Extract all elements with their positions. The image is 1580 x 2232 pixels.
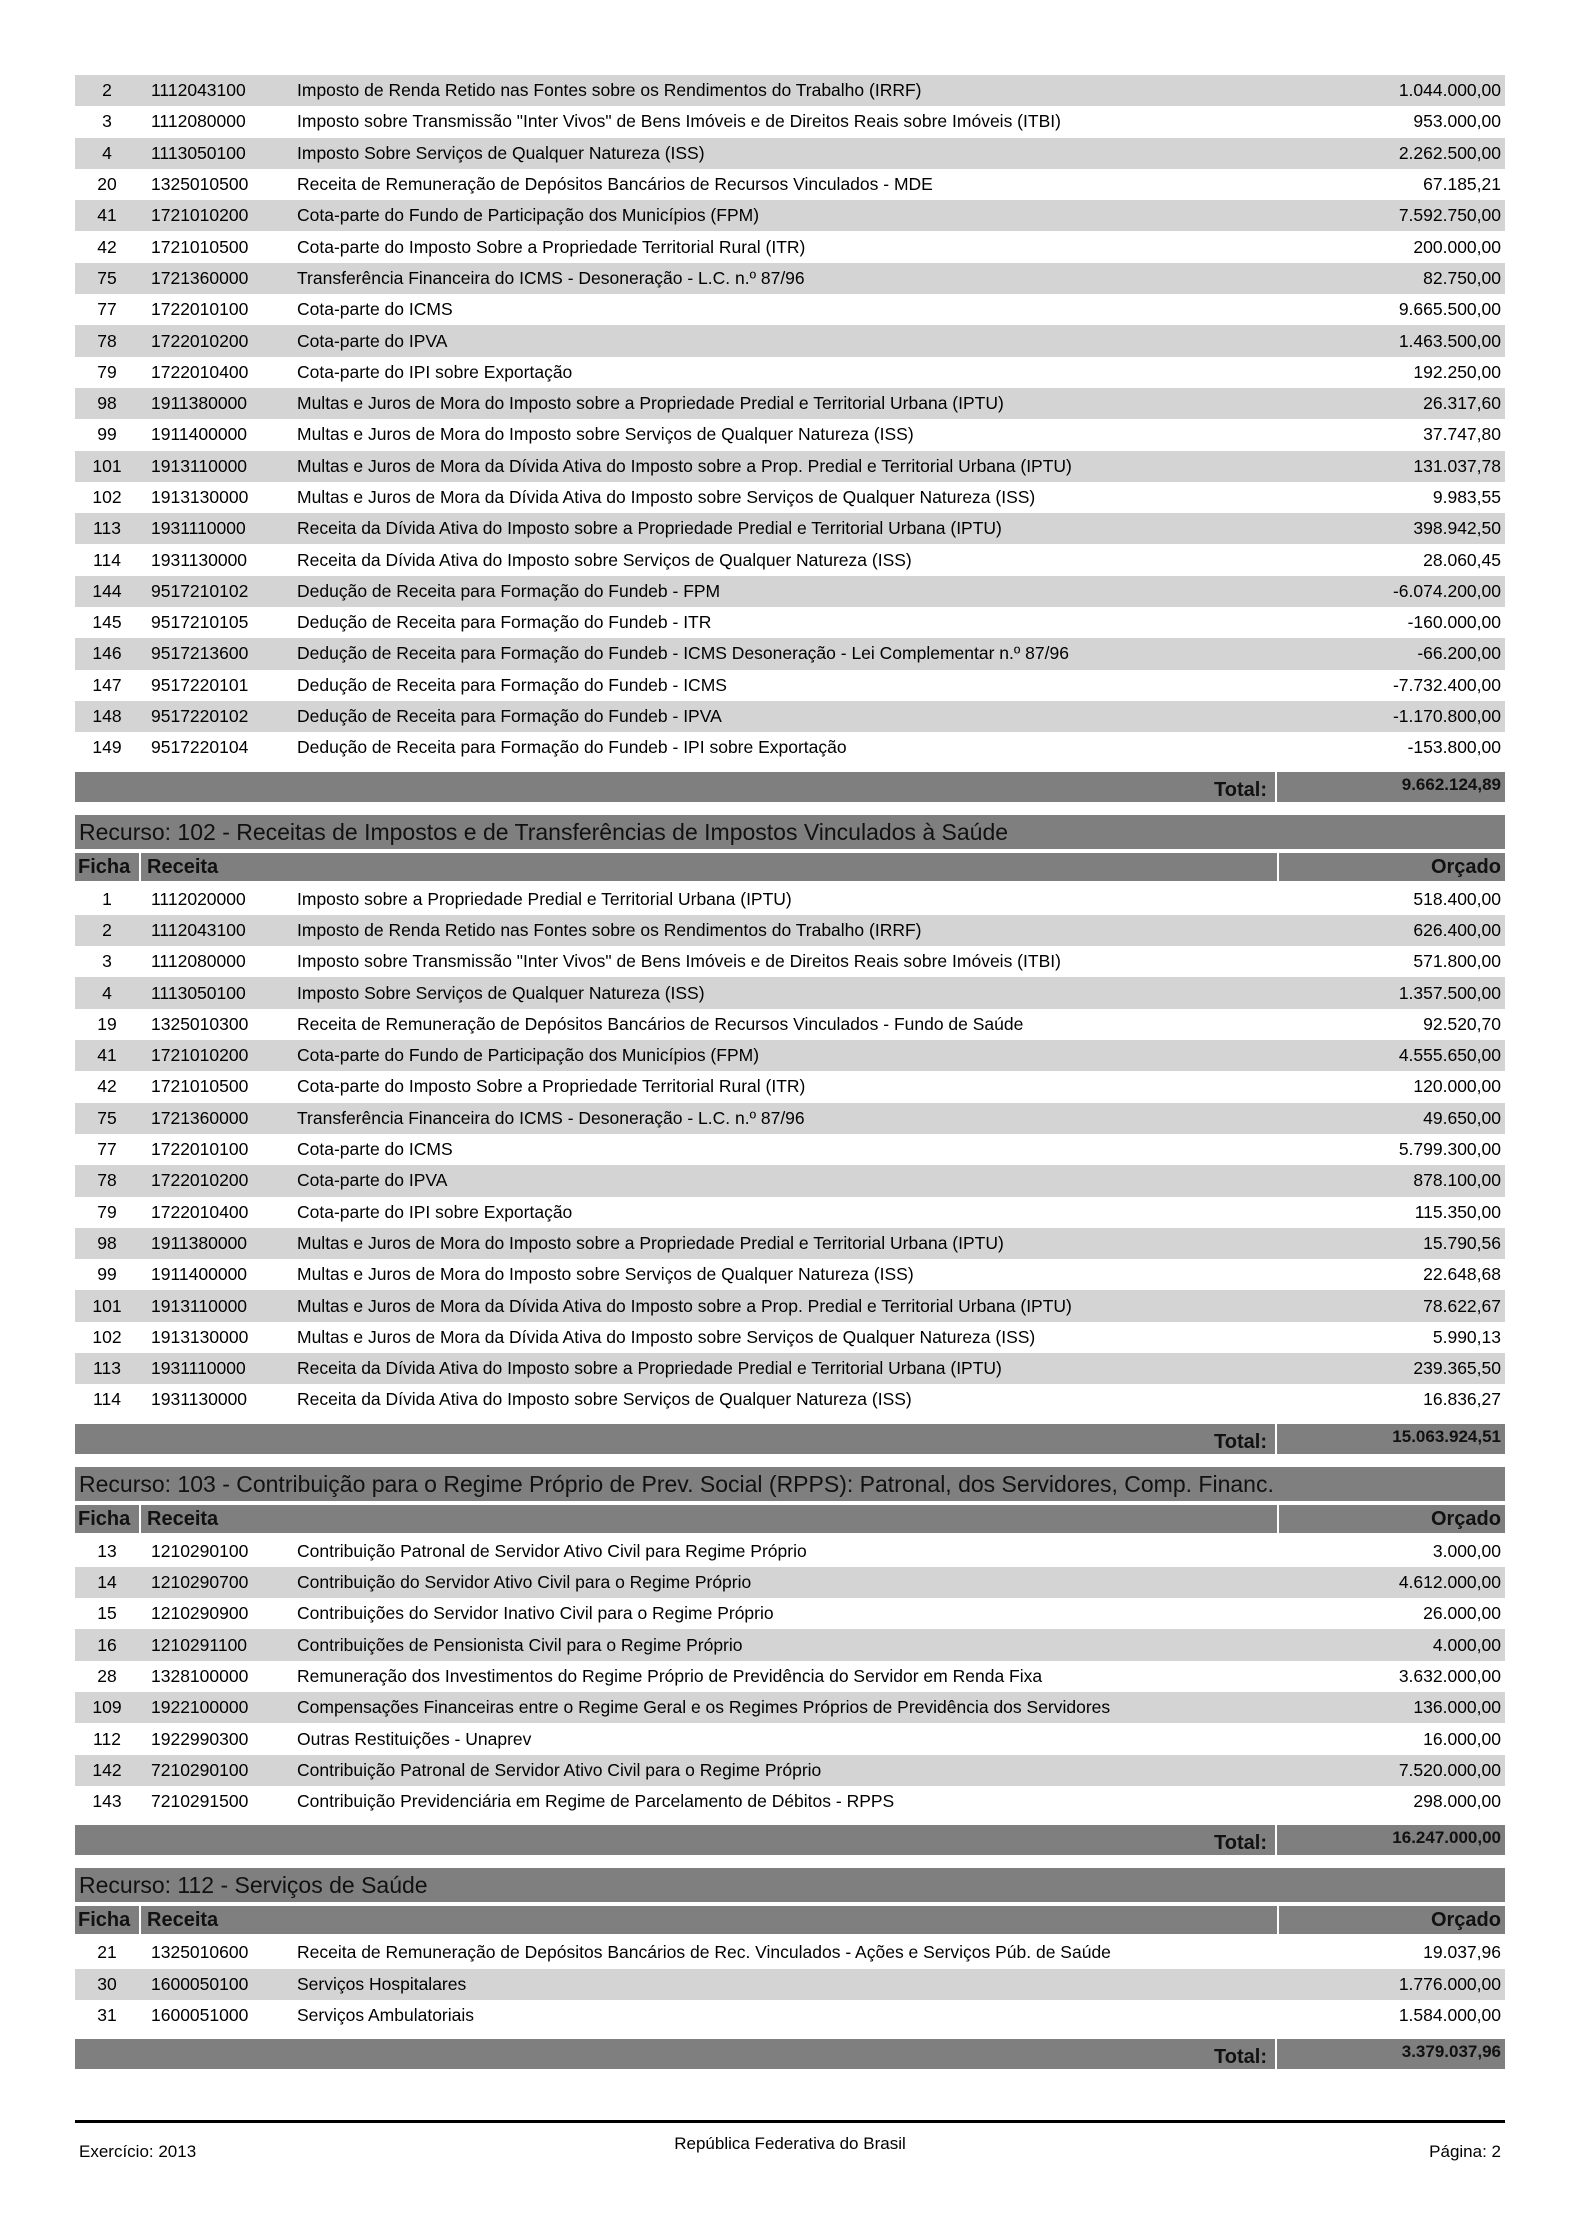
orcado-value-cell: 22.648,68	[1423, 1264, 1501, 1285]
table-row	[75, 1629, 1505, 1660]
ficha-cell: 4	[102, 982, 112, 1003]
recurso-section	[75, 815, 1505, 1454]
orcado-value-cell: 15.790,56	[1423, 1232, 1501, 1253]
table-row	[75, 357, 1505, 388]
receita-description-cell: Imposto sobre Transmissão "Inter Vivos" de Bens Imóveis e de Direitos Reais sobre Imóveis (ITBI)	[297, 951, 1061, 972]
ficha-cell: 75	[97, 1107, 117, 1128]
fiscal-year-label: Exercício: 2013	[79, 2142, 197, 2161]
column-header-orcado: Orçado	[1277, 853, 1505, 881]
page-footer	[75, 2120, 1505, 2161]
table-row	[75, 638, 1505, 669]
receita-code-cell: 1722010400	[151, 361, 249, 382]
receita-code-cell: 1210290900	[151, 1603, 249, 1624]
receita-code-cell: 1210290700	[151, 1572, 249, 1593]
receita-description-cell: Dedução de Receita para Formação do Fundeb - ICMS	[297, 674, 727, 695]
orcado-value-cell: 92.520,70	[1423, 1013, 1501, 1034]
ficha-cell: 3	[102, 951, 112, 972]
table-row	[75, 1567, 1505, 1598]
receita-description-cell: Receita da Dívida Ativa do Imposto sobre a Propriedade Predial e Territorial Urbana (IPTU)	[297, 1358, 1002, 1379]
orcado-value-cell: 136.000,00	[1413, 1697, 1501, 1718]
table-row	[75, 1259, 1505, 1290]
orcado-value-cell: 49.650,00	[1423, 1107, 1501, 1128]
receita-description-cell: Contribuição do Servidor Ativo Civil para o Regime Próprio	[297, 1572, 752, 1593]
receita-code-cell: 1722010100	[151, 1139, 249, 1160]
column-header-ficha: Ficha	[75, 1906, 141, 1934]
receita-description-cell: Cota-parte do IPVA	[297, 330, 448, 351]
receita-code-cell: 9517213600	[151, 643, 249, 664]
recurso-section	[75, 1467, 1505, 1856]
table-row	[75, 1755, 1505, 1786]
ficha-cell: 113	[93, 1358, 121, 1379]
receita-description-cell: Cota-parte do IPI sobre Exportação	[297, 361, 573, 382]
receita-description-cell: Multas e Juros de Mora do Imposto sobre a Propriedade Predial e Territorial Urbana (IPTU)	[297, 1232, 1004, 1253]
table-row	[75, 200, 1505, 231]
table-row	[75, 1134, 1505, 1165]
column-header-ficha: Ficha	[75, 853, 141, 881]
column-header-row	[75, 1505, 1505, 1533]
receita-description-cell: Multas e Juros de Mora do Imposto sobre Serviços de Qualquer Natureza (ISS)	[297, 424, 914, 445]
receita-code-cell: 1210291100	[151, 1634, 248, 1655]
receita-description-cell: Dedução de Receita para Formação do Fundeb - IPVA	[297, 706, 722, 727]
ficha-cell: 75	[97, 267, 117, 288]
orcado-value-cell: 4.555.650,00	[1398, 1045, 1501, 1066]
column-header-ficha: Ficha	[75, 1505, 141, 1533]
receita-description-cell: Cota-parte do Fundo de Participação dos Municípios (FPM)	[297, 205, 760, 226]
receita-code-cell: 1113050100	[151, 142, 246, 163]
receita-description-cell: Receita de Remuneração de Depósitos Bancários de Recursos Vinculados - Fundo de Saúde	[297, 1013, 1024, 1034]
table-row	[75, 977, 1505, 1008]
ficha-cell: 77	[97, 299, 117, 320]
receita-description-cell: Multas e Juros de Mora da Dívida Ativa do Imposto sobre a Prop. Predial e Territorial Urbana (IPTU)	[297, 455, 1072, 476]
ficha-cell: 142	[92, 1759, 122, 1780]
table-row	[75, 106, 1505, 137]
column-header-orcado: Orçado	[1277, 1906, 1505, 1934]
section-total-row	[75, 1825, 1505, 1855]
orcado-value-cell: 2.262.500,00	[1398, 142, 1501, 163]
orcado-value-cell: 571.800,00	[1413, 951, 1501, 972]
orcado-value-cell: 953.000,00	[1413, 111, 1501, 132]
table-row	[75, 1071, 1505, 1102]
receita-code-cell: 1325010600	[151, 1942, 249, 1963]
receita-code-cell: 1113050100	[151, 982, 246, 1003]
recurso-section	[75, 75, 1505, 802]
receita-description-cell: Receita da Dívida Ativa do Imposto sobre a Propriedade Predial e Territorial Urbana (IPTU)	[297, 518, 1002, 539]
ficha-cell: 4	[102, 142, 112, 163]
recurso-section	[75, 1868, 1505, 2069]
receita-code-cell: 1931110000	[151, 518, 246, 539]
receita-description-cell: Contribuição Previdenciária em Regime de Parcelamento de Débitos - RPPS	[297, 1791, 895, 1812]
receita-code-cell: 1913130000	[151, 1326, 249, 1347]
ficha-cell: 102	[92, 1326, 122, 1347]
orcado-value-cell: 200.000,00	[1413, 236, 1501, 257]
ficha-cell: 109	[92, 1697, 122, 1718]
receita-description-cell: Receita da Dívida Ativa do Imposto sobre Serviços de Qualquer Natureza (ISS)	[297, 549, 912, 570]
receita-description-cell: Cota-parte do IPI sobre Exportação	[297, 1201, 573, 1222]
receita-code-cell: 1931130000	[151, 1389, 248, 1410]
receita-code-cell: 1913110000	[151, 455, 248, 476]
section-total-row	[75, 2039, 1505, 2069]
country-label: República Federativa do Brasil	[674, 2134, 906, 2153]
ficha-cell: 98	[97, 1232, 117, 1253]
orcado-value-cell: 131.037,78	[1413, 455, 1501, 476]
table-row	[75, 1197, 1505, 1228]
table-row	[75, 138, 1505, 169]
receita-description-cell: Dedução de Receita para Formação do Fundeb - ITR	[297, 612, 712, 633]
orcado-value-cell: 16.836,27	[1423, 1389, 1501, 1410]
orcado-value-cell: 239.365,50	[1413, 1358, 1501, 1379]
orcado-value-cell: 1.044.000,00	[1398, 80, 1501, 101]
table-row	[75, 388, 1505, 419]
table-row	[75, 732, 1505, 763]
table-row	[75, 1165, 1505, 1196]
total-value: 16.247.000,00	[1392, 1828, 1501, 1848]
table-row	[75, 1103, 1505, 1134]
table-row	[75, 1384, 1505, 1415]
ficha-cell: 98	[97, 393, 117, 414]
receita-description-cell: Contribuição Patronal de Servidor Ativo Civil para o Regime Próprio	[297, 1759, 822, 1780]
orcado-value-cell: 5.799.300,00	[1398, 1139, 1501, 1160]
receita-code-cell: 7210291500	[151, 1791, 249, 1812]
orcado-value-cell: 1.584.000,00	[1398, 2004, 1501, 2025]
page-number: Página: 2	[1429, 2142, 1501, 2161]
table-row	[75, 325, 1505, 356]
orcado-value-cell: 120.000,00	[1413, 1076, 1501, 1097]
ficha-cell: 78	[97, 330, 117, 351]
table-row	[75, 294, 1505, 325]
table-row	[75, 1692, 1505, 1723]
total-value: 3.379.037,96	[1401, 2042, 1501, 2062]
receita-description-cell: Cota-parte do Imposto Sobre a Propriedade Territorial Rural (ITR)	[297, 1076, 806, 1097]
ficha-cell: 3	[102, 111, 112, 132]
receita-code-cell: 1722010100	[151, 299, 249, 320]
ficha-cell: 99	[97, 1264, 117, 1285]
table-row	[75, 701, 1505, 732]
receita-description-cell: Cota-parte do IPVA	[297, 1170, 448, 1191]
section-title: Recurso: 103 - Contribuição para o Regime Próprio de Prev. Social (RPPS): Patronal, dos Servidores, Comp. Financ.	[75, 1467, 1505, 1501]
ficha-cell: 28	[97, 1665, 117, 1686]
table-row	[75, 670, 1505, 701]
ficha-cell: 101	[92, 1295, 122, 1316]
receita-code-cell: 1722010400	[151, 1201, 249, 1222]
footer-divider	[75, 2120, 1505, 2123]
column-header-orcado: Orçado	[1277, 1505, 1505, 1533]
receita-code-cell: 1911400000	[151, 424, 248, 445]
receita-description-cell: Dedução de Receita para Formação do Fundeb - FPM	[297, 580, 721, 601]
table-row	[75, 1040, 1505, 1071]
orcado-value-cell: 78.622,67	[1423, 1295, 1501, 1316]
section-total-row	[75, 1424, 1505, 1454]
orcado-value-cell: 9.665.500,00	[1398, 299, 1501, 320]
table-row	[75, 451, 1505, 482]
ficha-cell: 114	[93, 1389, 121, 1410]
receita-code-cell: 1722010200	[151, 330, 249, 351]
receita-code-cell: 1112080000	[151, 111, 246, 132]
receita-description-cell: Serviços Ambulatoriais	[297, 2004, 475, 2025]
orcado-value-cell: 878.100,00	[1413, 1170, 1501, 1191]
ficha-cell: 113	[93, 518, 121, 539]
orcado-value-cell: 1.357.500,00	[1398, 982, 1501, 1003]
orcado-value-cell: -1.170.800,00	[1392, 706, 1501, 727]
receita-code-cell: 1210290100	[151, 1540, 249, 1561]
table-row	[75, 75, 1505, 106]
receita-description-cell: Imposto de Renda Retido nas Fontes sobre os Rendimentos do Trabalho (IRRF)	[297, 80, 922, 101]
orcado-value-cell: 82.750,00	[1423, 267, 1501, 288]
receita-code-cell: 9517210105	[151, 612, 249, 633]
receita-description-cell: Imposto de Renda Retido nas Fontes sobre os Rendimentos do Trabalho (IRRF)	[297, 919, 922, 940]
receita-code-cell: 1922990300	[151, 1728, 249, 1749]
receita-description-cell: Multas e Juros de Mora da Dívida Ativa do Imposto sobre Serviços de Qualquer Natureza (ISS)	[297, 487, 1036, 507]
receita-description-cell: Multas e Juros de Mora do Imposto sobre a Propriedade Predial e Territorial Urbana (IPTU)	[297, 393, 1004, 414]
ficha-cell: 42	[97, 236, 117, 257]
ficha-cell: 2	[102, 80, 112, 101]
column-header-row	[75, 853, 1505, 881]
table-row	[75, 1969, 1505, 2000]
ficha-cell: 21	[97, 1942, 117, 1963]
receita-code-cell: 1325010500	[151, 174, 249, 195]
ficha-cell: 20	[97, 174, 117, 195]
table-row	[75, 1353, 1505, 1384]
receita-code-cell: 1721010500	[151, 1076, 249, 1097]
orcado-value-cell: 115.350,00	[1414, 1201, 1501, 1222]
column-header-receita: Receita	[147, 1909, 219, 1932]
receita-description-cell: Multas e Juros de Mora da Dívida Ativa do Imposto sobre Serviços de Qualquer Natureza (ISS)	[297, 1326, 1036, 1347]
orcado-value-cell: 37.747,80	[1423, 424, 1501, 445]
orcado-value-cell: 16.000,00	[1423, 1728, 1501, 1749]
table-row	[75, 544, 1505, 575]
receita-code-cell: 1112080000	[151, 951, 246, 972]
receita-description-cell: Dedução de Receita para Formação do Fundeb - ICMS Desoneração - Lei Complementar n.º 87/96	[297, 643, 1069, 664]
receita-description-cell: Contribuições do Servidor Inativo Civil para o Regime Próprio	[297, 1603, 774, 1624]
ficha-cell: 114	[93, 549, 121, 570]
receita-description-cell: Imposto sobre a Propriedade Predial e Territorial Urbana (IPTU)	[297, 888, 792, 909]
receita-code-cell: 1721010200	[151, 1045, 249, 1066]
table-row	[75, 263, 1505, 294]
ficha-cell: 146	[92, 643, 122, 664]
ficha-cell: 1	[102, 888, 112, 909]
receita-code-cell: 1911380000	[151, 393, 248, 414]
ficha-cell: 145	[92, 612, 122, 633]
ficha-cell: 143	[92, 1791, 122, 1812]
table-row	[75, 419, 1505, 450]
ficha-cell: 79	[97, 1201, 117, 1222]
receita-description-cell: Cota-parte do ICMS	[297, 1139, 453, 1160]
receita-code-cell: 1911380000	[151, 1232, 248, 1253]
orcado-value-cell: 67.185,21	[1423, 174, 1501, 195]
receita-description-cell: Transferência Financeira do ICMS - Desoneração - L.C. n.º 87/96	[297, 1107, 805, 1128]
receita-code-cell: 1931130000	[151, 549, 248, 570]
receita-description-cell: Dedução de Receita para Formação do Fundeb - IPI sobre Exportação	[297, 737, 847, 758]
ficha-cell: 2	[102, 919, 112, 940]
receita-description-cell: Transferência Financeira do ICMS - Desoneração - L.C. n.º 87/96	[297, 267, 805, 288]
receita-code-cell: 1913110000	[151, 1295, 248, 1316]
table-row	[75, 1786, 1505, 1817]
ficha-cell: 148	[92, 706, 122, 727]
table-row	[75, 1661, 1505, 1692]
receita-code-cell: 1721010500	[151, 236, 249, 257]
ficha-cell: 42	[97, 1076, 117, 1097]
orcado-value-cell: -153.800,00	[1407, 737, 1501, 758]
orcado-value-cell: -7.732.400,00	[1392, 674, 1501, 695]
ficha-cell: 15	[97, 1603, 117, 1624]
table-row	[75, 915, 1505, 946]
receita-code-cell: 1721360000	[151, 1107, 249, 1128]
receita-code-cell: 1931110000	[151, 1358, 246, 1379]
receita-description-cell: Receita da Dívida Ativa do Imposto sobre Serviços de Qualquer Natureza (ISS)	[297, 1389, 912, 1410]
orcado-value-cell: 19.037,96	[1423, 1942, 1501, 1963]
receita-description-cell: Compensações Financeiras entre o Regime Geral e os Regimes Próprios de Previdência dos Servidores	[297, 1697, 1111, 1718]
ficha-cell: 41	[97, 205, 117, 226]
section-title: Recurso: 112 - Serviços de Saúde	[75, 1868, 1505, 1902]
report-page	[75, 75, 1505, 2082]
ficha-cell: 30	[97, 1973, 117, 1994]
receita-code-cell: 9517220102	[151, 706, 249, 727]
orcado-value-cell: 192.250,00	[1413, 361, 1501, 382]
receita-code-cell: 7210290100	[151, 1759, 249, 1780]
table-row	[75, 1937, 1505, 1968]
table-row	[75, 1009, 1505, 1040]
receita-description-cell: Imposto Sobre Serviços de Qualquer Natureza (ISS)	[297, 142, 705, 163]
ficha-cell: 19	[97, 1013, 117, 1034]
table-row	[75, 884, 1505, 915]
table-row	[75, 946, 1505, 977]
column-header-row	[75, 1906, 1505, 1934]
receita-code-cell: 1112043100	[151, 80, 246, 101]
table-row	[75, 1598, 1505, 1629]
total-label: Total:	[75, 2039, 1277, 2069]
receita-code-cell: 1913130000	[151, 487, 249, 507]
orcado-value-cell: 3.632.000,00	[1398, 1665, 1501, 1686]
receita-code-cell: 1721360000	[151, 267, 249, 288]
column-header-receita: Receita	[147, 1507, 219, 1530]
total-value: 9.662.124,89	[1401, 774, 1501, 794]
orcado-value-cell: 26.317,60	[1423, 393, 1501, 414]
orcado-value-cell: 4.000,00	[1432, 1634, 1501, 1655]
table-row	[75, 2000, 1505, 2031]
total-label: Total:	[75, 772, 1277, 802]
ficha-cell: 16	[97, 1634, 117, 1655]
ficha-cell: 99	[97, 424, 117, 445]
ficha-cell: 31	[97, 2004, 117, 2025]
table-row	[75, 607, 1505, 638]
orcado-value-cell: 398.942,50	[1413, 518, 1501, 539]
table-row	[75, 1536, 1505, 1567]
receita-description-cell: Imposto Sobre Serviços de Qualquer Natureza (ISS)	[297, 982, 705, 1003]
table-row	[75, 1322, 1505, 1353]
receita-description-cell: Serviços Hospitalares	[297, 1973, 467, 1994]
receita-description-cell: Cota-parte do Fundo de Participação dos Municípios (FPM)	[297, 1045, 760, 1066]
receita-description-cell: Multas e Juros de Mora da Dívida Ativa do Imposto sobre a Prop. Predial e Territorial Urbana (IPTU)	[297, 1295, 1072, 1316]
orcado-value-cell: 7.520.000,00	[1398, 1759, 1501, 1780]
receita-code-cell: 9517220101	[151, 674, 249, 695]
ficha-cell: 112	[93, 1728, 121, 1749]
orcado-value-cell: 28.060,45	[1423, 549, 1501, 570]
receita-description-cell: Contribuições de Pensionista Civil para o Regime Próprio	[297, 1634, 743, 1655]
receita-code-cell: 1600051000	[151, 2004, 249, 2025]
section-title: Recurso: 102 - Receitas de Impostos e de Transferências de Impostos Vinculados à Saúde	[75, 815, 1505, 849]
ficha-cell: 14	[97, 1572, 117, 1593]
table-row	[75, 231, 1505, 262]
receita-description-cell: Cota-parte do ICMS	[297, 299, 453, 320]
total-label: Total:	[75, 1825, 1277, 1855]
orcado-value-cell: -6.074.200,00	[1392, 580, 1501, 601]
orcado-value-cell: 4.612.000,00	[1398, 1572, 1501, 1593]
total-label: Total:	[75, 1424, 1277, 1454]
table-row	[75, 513, 1505, 544]
section-total-row	[75, 772, 1505, 802]
orcado-value-cell: 1.463.500,00	[1398, 330, 1501, 351]
receita-code-cell: 1325010300	[151, 1013, 249, 1034]
ficha-cell: 149	[92, 737, 122, 758]
receita-description-cell: Remuneração dos Investimentos do Regime Próprio de Previdência do Servidor em Renda Fixa	[297, 1665, 1043, 1686]
column-header-receita: Receita	[147, 855, 219, 878]
orcado-value-cell: -66.200,00	[1417, 643, 1501, 664]
total-value: 15.063.924,51	[1392, 1426, 1501, 1446]
ficha-cell: 144	[92, 580, 122, 601]
ficha-cell: 147	[92, 674, 122, 695]
orcado-value-cell: 9.983,55	[1432, 487, 1501, 507]
ficha-cell: 102	[92, 487, 122, 507]
receita-description-cell: Receita de Remuneração de Depósitos Bancários de Rec. Vinculados - Ações e Serviços Púb. de Saúde	[297, 1942, 1111, 1963]
ficha-cell: 77	[97, 1139, 117, 1160]
orcado-value-cell: 26.000,00	[1423, 1603, 1501, 1624]
receita-code-cell: 1112043100	[151, 919, 246, 940]
receita-code-cell: 1328100000	[151, 1665, 249, 1686]
ficha-cell: 78	[97, 1170, 117, 1191]
orcado-value-cell: 5.990,13	[1432, 1326, 1501, 1347]
orcado-value-cell: -160.000,00	[1407, 612, 1501, 633]
receita-description-cell: Imposto sobre Transmissão "Inter Vivos" de Bens Imóveis e de Direitos Reais sobre Imóveis (ITBI)	[297, 111, 1061, 132]
receita-code-cell: 1722010200	[151, 1170, 249, 1191]
receita-code-cell: 9517210102	[151, 580, 249, 601]
table-row	[75, 1723, 1505, 1754]
ficha-cell: 79	[97, 361, 117, 382]
orcado-value-cell: 518.400,00	[1413, 888, 1501, 909]
orcado-value-cell: 298.000,00	[1413, 1791, 1501, 1812]
receita-code-cell: 1112020000	[151, 888, 246, 909]
receita-description-cell: Outras Restituições - Unaprev	[297, 1728, 532, 1749]
orcado-value-cell: 626.400,00	[1413, 919, 1501, 940]
table-row	[75, 576, 1505, 607]
table-row	[75, 1290, 1505, 1321]
receita-description-cell: Multas e Juros de Mora do Imposto sobre Serviços de Qualquer Natureza (ISS)	[297, 1264, 914, 1285]
receita-code-cell: 1600050100	[151, 1973, 249, 1994]
receita-description-cell: Cota-parte do Imposto Sobre a Propriedade Territorial Rural (ITR)	[297, 236, 806, 257]
ficha-cell: 41	[97, 1045, 117, 1066]
table-row	[75, 1228, 1505, 1259]
receita-description-cell: Contribuição Patronal de Servidor Ativo Civil para Regime Próprio	[297, 1540, 807, 1561]
receita-description-cell: Receita de Remuneração de Depósitos Bancários de Recursos Vinculados - MDE	[297, 174, 933, 195]
receita-code-cell: 1911400000	[151, 1264, 248, 1285]
table-row	[75, 169, 1505, 200]
receita-code-cell: 9517220104	[151, 737, 249, 758]
orcado-value-cell: 7.592.750,00	[1398, 205, 1501, 226]
receita-code-cell: 1721010200	[151, 205, 249, 226]
table-row	[75, 482, 1505, 513]
receita-code-cell: 1922100000	[151, 1697, 249, 1718]
orcado-value-cell: 3.000,00	[1432, 1540, 1501, 1561]
ficha-cell: 13	[97, 1540, 117, 1561]
orcado-value-cell: 1.776.000,00	[1398, 1973, 1501, 1994]
ficha-cell: 101	[92, 455, 122, 476]
